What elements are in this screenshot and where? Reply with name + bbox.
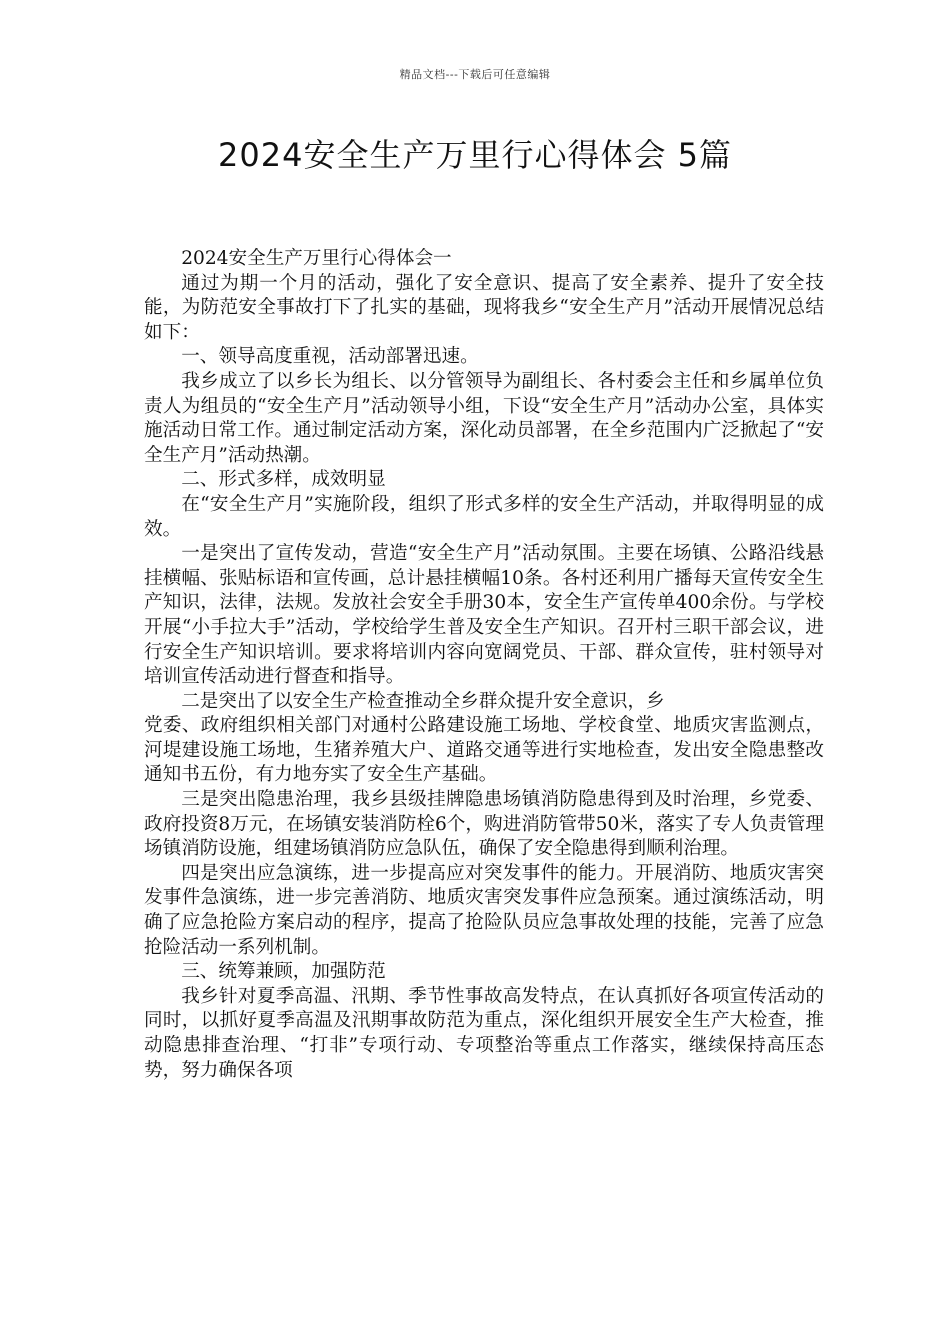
section-heading: 三、统筹兼顾，加强防范 bbox=[181, 961, 386, 983]
paragraph: 在“安全生产月”实施阶段，组织了形式多样的安全生产活动，并取得明显的成效。 bbox=[144, 493, 824, 540]
section-heading: 二、形式多样，成效明显 bbox=[181, 469, 386, 491]
paragraph: 党委、政府组织相关部门对通村公路建设施工场地、学校食堂、地质灾害监测点，河堤建设施工场地，生猪养殖大户、道路交通等进行实地检查，发出安全隐患整改通知书五份，有力地夯实了安全生产基础。 bbox=[144, 715, 824, 786]
paragraph-subtitle: 2024安全生产万里行心得体会一 bbox=[181, 248, 452, 269]
document-body bbox=[144, 247, 824, 1083]
document-title: 2024安全生产万里行心得体会 5篇 bbox=[218, 136, 732, 174]
paragraph: 四是突出应急演练，进一步提高应对突发事件的能力。开展消防、地质灾害突发事件急演练，进一步完善消防、地质灾害突发事件应急预案。通过演练活动，明确了应急抢险方案启动的程序，提高了抢险队员应急事故处理的技能，完善了应急抢险活动一系列机制。 bbox=[144, 862, 824, 958]
paragraph: 三是突出隐患治理，我乡县级挂牌隐患场镇消防隐患得到及时治理，乡党委、政府投资8万元，在场镇安装消防栓6个，购进消防管带50米，落实了专人负责管理场镇消防设施，组建场镇消防应急队伍，确保了安全隐患得到顺利治理。 bbox=[144, 789, 824, 860]
section-heading: 一、领导高度重视，活动部署迅速。 bbox=[181, 346, 479, 368]
paragraph: 我乡针对夏季高温、汛期、季节性事故高发特点，在认真抓好各项宣传活动的同时，以抓好夏季高温及汛期事故防范为重点，深化组织开展安全生产大检查，推动隐患排查治理、“打非”专项行动、专项整治等重点工作落实，继续保持高压态势，努力确保各项 bbox=[144, 985, 824, 1081]
paragraph: 二是突出了以安全生产检查推动全乡群众提升安全意识，乡 bbox=[181, 690, 665, 712]
paragraph: 一是突出了宣传发动，营造“安全生产月”活动氛围。主要在场镇、公路沿线悬挂横幅、张贴标语和宣传画，总计悬挂横幅10条。各村还利用广播每天宣传安全生产知识，法律，法规。发放社会安全手册30本，安全生产宣传单400余份。与学校开展“小手拉大手”活动，学校给学生普及安全生产知识。召开村三职干部会议，进行安全生产知识培训。要求将培训内容向宽阔党员、干部、群众宣传，驻村领导对培训宣传活动进行督查和指导。 bbox=[144, 543, 824, 688]
paragraph: 我乡成立了以乡长为组长、以分管领导为副组长、各村委会主任和乡属单位负责人为组员的“安全生产月”活动领导小组，下设“安全生产月”活动办公室，具体实施活动日常工作。通过制定活动方案，深化动员部署，在全乡范围内广泛掀起了“安全生产月”活动热潮。 bbox=[144, 370, 824, 466]
header-note: 精品文档---下载后可任意编辑 bbox=[399, 68, 551, 81]
paragraph: 通过为期一个月的活动，强化了安全意识、提高了安全素养、提升了安全技能，为防范安全事故打下了扎实的基础，现将我乡“安全生产月”活动开展情况总结如下： bbox=[144, 272, 824, 343]
